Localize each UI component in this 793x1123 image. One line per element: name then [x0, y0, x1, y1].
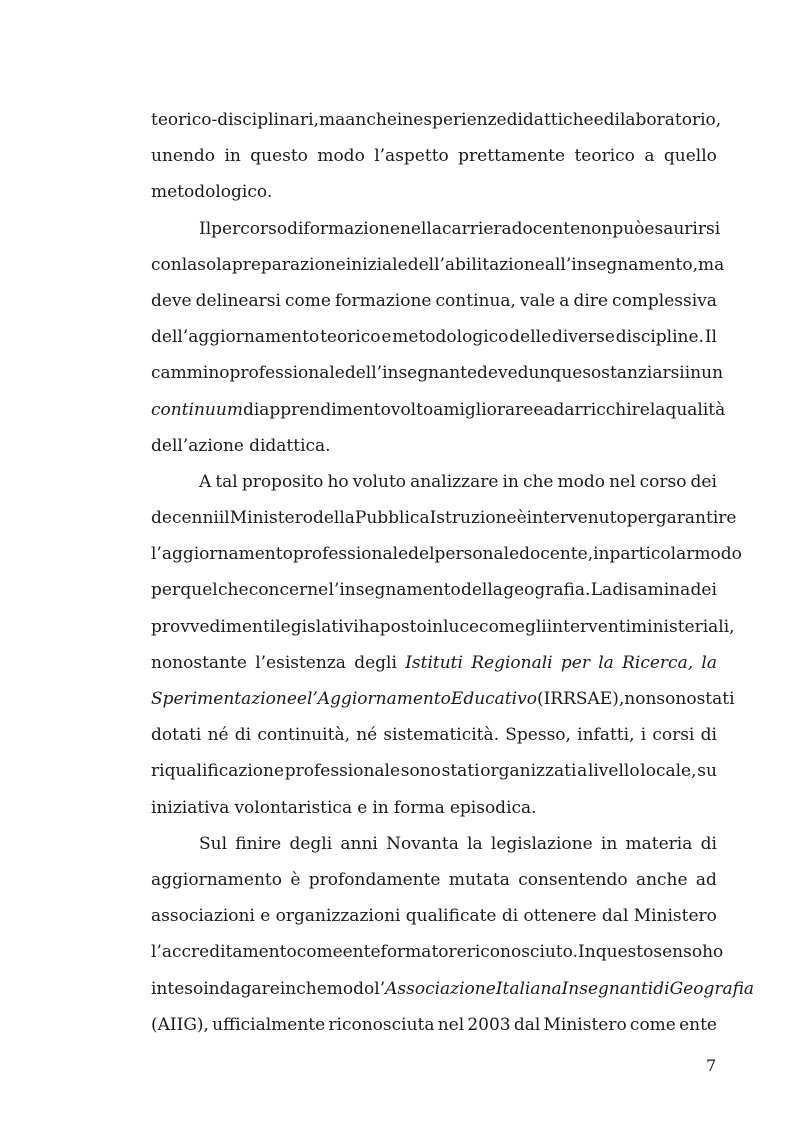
- word: aggiornamento: [151, 869, 282, 890]
- word: degli: [289, 833, 333, 854]
- word: delinearsi: [195, 290, 281, 311]
- word: sostanziarsi: [582, 363, 685, 384]
- word: apprendimento: [259, 399, 391, 420]
- word: livello: [587, 761, 640, 782]
- word: della: [312, 508, 355, 529]
- word: laboratorio,: [619, 110, 722, 130]
- word: ad: [695, 869, 717, 890]
- word: e: [381, 327, 392, 348]
- word: qualificate: [405, 906, 497, 927]
- word: finire: [235, 833, 282, 854]
- word: sistematicità.: [383, 725, 500, 746]
- text-line: [151, 681, 735, 717]
- word: sono: [656, 689, 697, 709]
- word: locale,: [640, 761, 697, 782]
- word: unendo: [151, 146, 216, 167]
- word: come: [479, 616, 525, 637]
- word: nel: [609, 471, 636, 492]
- word: degli: [354, 652, 397, 673]
- word: Pubblica: [354, 508, 430, 529]
- word: particolar: [609, 544, 695, 565]
- word: delle: [509, 327, 552, 348]
- word: il: [218, 508, 230, 529]
- word: che: [296, 978, 327, 999]
- word: consentendo: [518, 869, 628, 890]
- word: 2003: [467, 1014, 511, 1035]
- word: didattiche: [506, 110, 594, 130]
- word: anche: [345, 110, 397, 130]
- word: per: [151, 580, 181, 601]
- page-number: 7: [706, 1056, 717, 1075]
- word: iniziale: [345, 254, 408, 275]
- text-line: [151, 283, 717, 319]
- word: di: [501, 906, 519, 927]
- word: la: [598, 652, 614, 673]
- word: voluto: [352, 471, 407, 492]
- word: e: [260, 906, 271, 927]
- word: volto: [390, 399, 434, 420]
- word: ho: [327, 471, 349, 492]
- text-line: [151, 319, 717, 355]
- word: esperienze: [413, 110, 507, 130]
- word: l’aspetto: [374, 146, 449, 167]
- word: formatore: [380, 942, 467, 963]
- word: Istruzione: [429, 508, 517, 529]
- word: anni: [340, 833, 378, 854]
- word: associazioni: [151, 906, 255, 927]
- word: prettamente: [458, 146, 566, 167]
- word: dotati: [151, 725, 202, 746]
- word: l’aggiornamento: [151, 544, 293, 565]
- word: Spesso,: [505, 725, 571, 746]
- word: intervenuto: [526, 508, 627, 529]
- word: continua,: [435, 290, 516, 311]
- word: di: [700, 725, 717, 746]
- word: profondamente: [308, 869, 441, 890]
- word: teorico-disciplinari,: [151, 110, 319, 130]
- word: In: [578, 942, 596, 963]
- word: formazione: [334, 290, 432, 311]
- word: l’insegnamento: [328, 580, 461, 601]
- word: a: [433, 399, 444, 420]
- word: Ricerca,: [622, 652, 694, 673]
- word: in: [600, 833, 618, 854]
- word: discipline.: [615, 327, 704, 348]
- word: (AIIG),: [151, 1014, 209, 1035]
- word: Sperimentazione: [151, 689, 297, 709]
- word: decenni: [151, 508, 219, 529]
- text-line: [151, 898, 717, 934]
- word: dei: [690, 471, 717, 492]
- word: episodica.: [449, 797, 537, 818]
- text-line: [151, 717, 717, 753]
- word: ha: [358, 616, 380, 637]
- word: con: [151, 254, 182, 275]
- word: ufficialmente: [212, 1014, 326, 1035]
- word: Associazione: [385, 978, 496, 999]
- word: inteso: [151, 978, 204, 999]
- word: dell’insegnante: [344, 363, 478, 384]
- word: riqualificazione: [151, 761, 285, 782]
- word: infatti,: [577, 725, 635, 746]
- word: posto: [379, 616, 427, 637]
- word: docente,: [519, 544, 594, 565]
- word: ministeriali,: [631, 616, 735, 637]
- word: metodologico: [392, 327, 509, 348]
- word: sola: [197, 254, 232, 275]
- word: ma: [698, 254, 725, 275]
- text-line: [151, 102, 722, 138]
- word: volontaristica: [234, 797, 353, 818]
- word: dal: [601, 906, 629, 927]
- word: e: [357, 797, 368, 818]
- word: e: [533, 399, 544, 420]
- text-line: [151, 174, 717, 210]
- word: percorso: [211, 218, 288, 239]
- word: legislazione: [490, 833, 593, 854]
- word: modo: [557, 471, 606, 492]
- text-line: [151, 971, 755, 1007]
- word: di: [603, 110, 620, 130]
- word: metodologico.: [151, 182, 273, 203]
- word: della: [460, 580, 503, 601]
- word: didattica.: [249, 435, 331, 456]
- word: in: [426, 616, 444, 637]
- word: (IRRSAE),: [536, 689, 625, 709]
- word: ad: [543, 399, 565, 420]
- word: in: [396, 110, 414, 130]
- word: come: [629, 1014, 676, 1035]
- word: forma: [393, 797, 445, 818]
- text-line: [151, 464, 717, 500]
- word: e: [593, 110, 604, 130]
- word: nonostante: [151, 652, 247, 673]
- word: mutata: [448, 869, 510, 890]
- word: ottenere: [523, 906, 597, 927]
- word: garantire: [655, 508, 737, 529]
- word: modo: [694, 544, 742, 565]
- word: teorico: [574, 146, 635, 167]
- word: Ministero: [633, 906, 717, 927]
- word: Regionali: [471, 652, 553, 673]
- word: di: [700, 833, 717, 854]
- word: ho: [702, 942, 724, 963]
- word: su: [697, 761, 717, 782]
- word: né: [356, 725, 378, 746]
- word: legislativi: [275, 616, 359, 637]
- word: dell’aggiornamento: [151, 327, 320, 348]
- word: è: [290, 869, 301, 890]
- text-line: [151, 1007, 717, 1043]
- word: provvedimenti: [151, 616, 276, 637]
- word: analizzare: [410, 471, 499, 492]
- text-line: [151, 247, 725, 283]
- word: dei: [690, 580, 717, 601]
- word: deve: [477, 363, 518, 384]
- text-line: [151, 355, 724, 391]
- word: in: [279, 978, 297, 999]
- word: senso: [653, 942, 703, 963]
- word: indagare: [203, 978, 280, 999]
- word: l’esistenza: [255, 652, 346, 673]
- word: gli: [524, 616, 547, 637]
- word: professionale: [284, 761, 401, 782]
- word: per: [626, 508, 656, 529]
- word: nel: [437, 1014, 465, 1035]
- word: organizzazioni: [275, 906, 401, 927]
- word: Ministero: [543, 1014, 627, 1035]
- word: complessiva: [612, 290, 717, 311]
- word: la: [701, 652, 717, 673]
- word: qualità: [665, 399, 726, 420]
- word: in: [224, 146, 241, 167]
- word: in: [502, 471, 519, 492]
- text-line: [151, 572, 717, 608]
- text-line: [151, 862, 717, 898]
- word: ente: [342, 942, 381, 963]
- word: all’insegnamento,: [544, 254, 698, 275]
- word: Il: [199, 218, 212, 239]
- word: la: [181, 254, 198, 275]
- word: questo: [595, 942, 654, 963]
- word: a: [644, 146, 655, 167]
- word: del: [408, 544, 435, 565]
- word: Istituti: [405, 652, 463, 673]
- word: preparazione: [231, 254, 346, 275]
- word: che: [522, 471, 554, 492]
- word: dell’abilitazione: [407, 254, 545, 275]
- word: l’accreditamento: [151, 942, 297, 963]
- text-line: [151, 934, 724, 970]
- text-line: [151, 138, 717, 174]
- text-line: [151, 790, 717, 826]
- word: interventi: [546, 616, 632, 637]
- word: dire: [573, 290, 608, 311]
- word: iniziativa: [151, 797, 230, 818]
- text-line: [151, 826, 717, 862]
- text-line: [151, 645, 717, 681]
- word: quel: [180, 580, 218, 601]
- word: dunque: [517, 363, 583, 384]
- word: che: [217, 580, 249, 601]
- word: Insegnanti: [561, 978, 654, 999]
- word: Novanta: [386, 833, 459, 854]
- word: tal: [215, 471, 238, 492]
- word: a: [577, 761, 588, 782]
- word: di: [653, 978, 670, 999]
- word: non: [580, 218, 613, 239]
- text-line: [151, 428, 717, 464]
- word: di: [287, 218, 304, 239]
- word: corso: [639, 471, 687, 492]
- word: è: [516, 508, 527, 529]
- text-line: [151, 500, 737, 536]
- word: cammino: [151, 363, 230, 384]
- word: carriera: [441, 218, 512, 239]
- word-group: [374, 971, 496, 1007]
- text-line: [151, 392, 726, 428]
- word: in: [593, 544, 610, 565]
- word: un: [701, 363, 724, 384]
- word: dell’azione: [151, 435, 244, 456]
- word: continuum: [151, 399, 243, 420]
- word: materia: [625, 833, 693, 854]
- word: e: [296, 689, 307, 709]
- word: modo: [326, 978, 375, 999]
- word: riconosciuto.: [466, 942, 579, 963]
- word: vale: [520, 290, 556, 311]
- word: la: [467, 833, 483, 854]
- word: sono: [400, 761, 441, 782]
- word: teorico: [320, 327, 381, 348]
- word: La: [590, 580, 613, 601]
- word: disamina: [612, 580, 691, 601]
- word: corsi: [652, 725, 695, 746]
- body-text: [151, 102, 755, 1043]
- word: non: [624, 689, 657, 709]
- word: riconosciuta: [328, 1014, 435, 1035]
- word: quello: [663, 146, 717, 167]
- word: ente: [679, 1014, 717, 1035]
- word: A: [199, 471, 212, 492]
- word: esaurirsi: [644, 218, 721, 239]
- word: di: [234, 725, 252, 746]
- word: ma: [319, 110, 346, 130]
- word: concerne: [248, 580, 329, 601]
- word: l’: [374, 978, 386, 999]
- word: nella: [399, 218, 442, 239]
- word: questo: [250, 146, 308, 167]
- word: né: [207, 725, 229, 746]
- word: proposito: [241, 471, 324, 492]
- word: stati: [696, 689, 735, 709]
- word: modo: [317, 146, 365, 167]
- word: dal: [513, 1014, 541, 1035]
- word: Educativo: [450, 689, 537, 709]
- word: può: [612, 218, 645, 239]
- word: stati: [441, 761, 480, 782]
- word: migliorare: [443, 399, 534, 420]
- word: personale: [434, 544, 520, 565]
- word: anche: [635, 869, 688, 890]
- word: come: [296, 942, 343, 963]
- word: luce: [443, 616, 480, 637]
- word: deve: [151, 290, 192, 311]
- word: Geografia: [669, 978, 755, 999]
- word: continuità,: [257, 725, 350, 746]
- word: di: [242, 399, 260, 420]
- text-line: [151, 609, 735, 645]
- word: Italiana: [495, 978, 562, 999]
- word: in: [372, 797, 389, 818]
- word: diverse: [552, 327, 615, 348]
- text-line: [151, 211, 721, 247]
- text-line: [151, 536, 742, 572]
- word: Ministero: [229, 508, 313, 529]
- word: professionale: [292, 544, 409, 565]
- word: geografia.: [503, 580, 591, 601]
- word: Sul: [199, 833, 228, 854]
- word: professionale: [229, 363, 345, 384]
- word: a: [559, 290, 570, 311]
- text-line: [151, 753, 717, 789]
- word: per: [560, 652, 590, 673]
- word: in: [684, 363, 702, 384]
- word: come: [284, 290, 331, 311]
- word: docente: [511, 218, 581, 239]
- word: formazione: [303, 218, 400, 239]
- word: arricchire: [564, 399, 650, 420]
- word: organizzati: [480, 761, 577, 782]
- word: Il: [704, 327, 717, 348]
- word: l’Aggiornamento: [306, 689, 451, 709]
- word: la: [649, 399, 666, 420]
- word: i: [640, 725, 647, 746]
